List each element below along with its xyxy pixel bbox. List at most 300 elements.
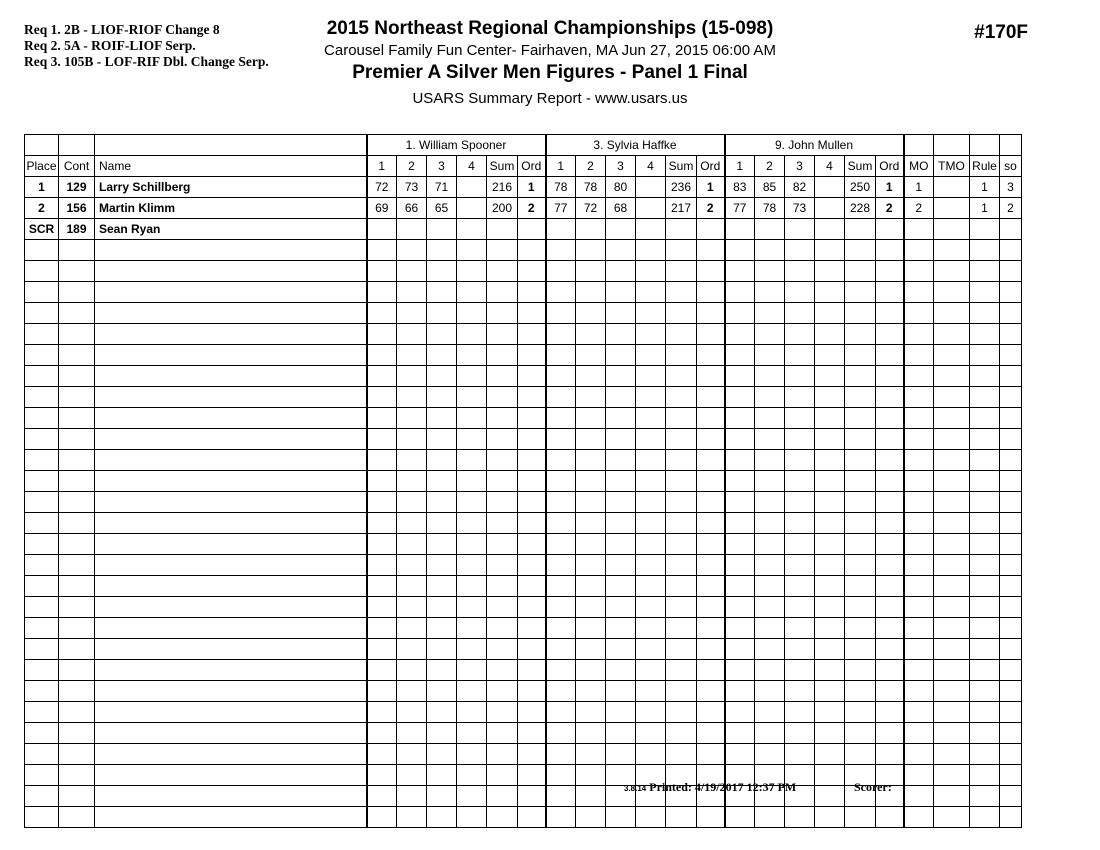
cell-j1-ord bbox=[518, 324, 546, 345]
cell-j3-fig1 bbox=[725, 450, 755, 471]
cell-j3-fig2 bbox=[755, 744, 785, 765]
cell-j1-ord bbox=[518, 681, 546, 702]
cell-j3-fig2 bbox=[755, 492, 785, 513]
cell-j2-fig3 bbox=[606, 660, 636, 681]
cell-rule bbox=[970, 744, 1000, 765]
cell-so bbox=[1000, 366, 1022, 387]
cell-j1-fig3 bbox=[427, 765, 457, 786]
cell-place: 1 bbox=[25, 177, 59, 198]
cell-cont bbox=[59, 450, 95, 471]
cell-j2-fig4 bbox=[636, 471, 666, 492]
cell-j3-sum bbox=[845, 219, 876, 240]
cell-j1-fig1 bbox=[367, 807, 397, 828]
cell-j1-sum bbox=[487, 345, 518, 366]
cell-name bbox=[95, 492, 367, 513]
cell-rule bbox=[970, 261, 1000, 282]
cell-j3-fig2 bbox=[755, 471, 785, 492]
cell-j1-fig3 bbox=[427, 786, 457, 807]
cell-j2-fig1 bbox=[546, 534, 576, 555]
table-row-blank bbox=[25, 555, 1022, 576]
cell-place bbox=[25, 429, 59, 450]
cell-j1-fig3 bbox=[427, 639, 457, 660]
cell-rule bbox=[970, 387, 1000, 408]
cell-cont bbox=[59, 681, 95, 702]
cell-so bbox=[1000, 786, 1022, 807]
cell-place bbox=[25, 807, 59, 828]
cell-j2-fig3 bbox=[606, 345, 636, 366]
cell-so bbox=[1000, 345, 1022, 366]
cell-j1-ord bbox=[518, 723, 546, 744]
cell-cont bbox=[59, 534, 95, 555]
cell-j2-ord bbox=[697, 408, 725, 429]
cell-j1-fig3 bbox=[427, 324, 457, 345]
cell-j2-fig2 bbox=[576, 471, 606, 492]
cell-tmo bbox=[934, 240, 970, 261]
cell-j1-ord bbox=[518, 303, 546, 324]
cell-rule bbox=[970, 219, 1000, 240]
cell-j1-fig4 bbox=[457, 765, 487, 786]
cell-j3-ord bbox=[876, 450, 904, 471]
cell-tmo bbox=[934, 303, 970, 324]
cell-so bbox=[1000, 303, 1022, 324]
cell-j1-fig1 bbox=[367, 261, 397, 282]
table-row-blank bbox=[25, 387, 1022, 408]
cell-rule bbox=[970, 534, 1000, 555]
table-row-blank bbox=[25, 618, 1022, 639]
cell-mo bbox=[904, 471, 934, 492]
cell-j2-fig2 bbox=[576, 429, 606, 450]
cell-j2-sum bbox=[666, 576, 697, 597]
header-place: Place bbox=[25, 156, 59, 177]
cell-j2-fig4 bbox=[636, 597, 666, 618]
table-row-blank bbox=[25, 492, 1022, 513]
cell-rule bbox=[970, 492, 1000, 513]
table-row-blank bbox=[25, 324, 1022, 345]
cell-name bbox=[95, 723, 367, 744]
table-row bbox=[25, 198, 1022, 219]
cell-j2-fig3 bbox=[606, 219, 636, 240]
cell-j1-fig3 bbox=[427, 240, 457, 261]
printed-block bbox=[624, 780, 796, 795]
cell-place bbox=[25, 744, 59, 765]
cell-name bbox=[95, 429, 367, 450]
cell-j1-fig2: 66 bbox=[397, 198, 427, 219]
cell-j2-fig3 bbox=[606, 366, 636, 387]
cell-tmo bbox=[934, 513, 970, 534]
cell-j1-fig4 bbox=[457, 492, 487, 513]
cell-j3-fig4 bbox=[815, 408, 845, 429]
cell-name: Sean Ryan bbox=[95, 219, 367, 240]
cell-j2-ord bbox=[697, 513, 725, 534]
cell-j2-fig4 bbox=[636, 345, 666, 366]
cell-j2-ord bbox=[697, 240, 725, 261]
cell-j2-sum bbox=[666, 240, 697, 261]
cell-j1-sum bbox=[487, 282, 518, 303]
cell-j1-fig3 bbox=[427, 534, 457, 555]
cell-name bbox=[95, 786, 367, 807]
cell-j2-sum bbox=[666, 408, 697, 429]
cell-j3-fig2 bbox=[755, 303, 785, 324]
cell-j1-fig1 bbox=[367, 408, 397, 429]
cell-j3-fig3 bbox=[785, 471, 815, 492]
cell-j3-ord bbox=[876, 702, 904, 723]
cell-j2-sum bbox=[666, 429, 697, 450]
cell-j2-fig3 bbox=[606, 240, 636, 261]
table-row-blank bbox=[25, 240, 1022, 261]
cell-mo bbox=[904, 240, 934, 261]
cell-j1-sum: 200 bbox=[487, 198, 518, 219]
cell-tmo bbox=[934, 261, 970, 282]
cell-j1-fig2 bbox=[397, 240, 427, 261]
table-row-blank bbox=[25, 471, 1022, 492]
event-title: 2015 Northeast Regional Championships (15-098) bbox=[326, 18, 774, 39]
cell-j2-fig3 bbox=[606, 492, 636, 513]
cell-j2-fig2 bbox=[576, 450, 606, 471]
cell-j3-sum bbox=[845, 324, 876, 345]
cell-tmo bbox=[934, 282, 970, 303]
cell-name bbox=[95, 576, 367, 597]
cell-j2-fig2 bbox=[576, 387, 606, 408]
cell-j3-ord bbox=[876, 681, 904, 702]
cell-so bbox=[1000, 450, 1022, 471]
cell-j3-fig4 bbox=[815, 429, 845, 450]
cell-j2-fig2 bbox=[576, 303, 606, 324]
cell-j2-fig4 bbox=[636, 366, 666, 387]
cell-mo bbox=[904, 597, 934, 618]
cell-rule bbox=[970, 807, 1000, 828]
cell-j1-fig3 bbox=[427, 471, 457, 492]
cell-j1-fig2 bbox=[397, 282, 427, 303]
cell-j2-fig3 bbox=[606, 576, 636, 597]
cell-so: 3 bbox=[1000, 177, 1022, 198]
cell-j1-fig4 bbox=[457, 618, 487, 639]
cell-j1-sum bbox=[487, 366, 518, 387]
cell-j3-fig1 bbox=[725, 324, 755, 345]
cell-tmo bbox=[934, 702, 970, 723]
header-tmo: TMO bbox=[934, 156, 970, 177]
cell-j3-fig3 bbox=[785, 303, 815, 324]
cell-j2-ord bbox=[697, 639, 725, 660]
cell-j1-ord bbox=[518, 429, 546, 450]
cell-j1-fig3 bbox=[427, 492, 457, 513]
cell-j1-fig3 bbox=[427, 513, 457, 534]
header-j2-ord: Ord bbox=[697, 156, 725, 177]
cell-j3-fig4 bbox=[815, 618, 845, 639]
cell-j3-fig2 bbox=[755, 723, 785, 744]
cell-j3-fig3 bbox=[785, 408, 815, 429]
header-j1-fig3: 3 bbox=[427, 156, 457, 177]
cell-j2-fig4 bbox=[636, 324, 666, 345]
cell-j3-fig1 bbox=[725, 618, 755, 639]
cell-j1-sum bbox=[487, 765, 518, 786]
cell-j3-sum bbox=[845, 702, 876, 723]
cell-j1-fig2 bbox=[397, 534, 427, 555]
header-j2-fig2: 2 bbox=[576, 156, 606, 177]
cell-place: SCR bbox=[25, 219, 59, 240]
cell-j3-fig2: 78 bbox=[755, 198, 785, 219]
cell-place bbox=[25, 282, 59, 303]
cell-j3-fig1 bbox=[725, 702, 755, 723]
table-row-blank bbox=[25, 282, 1022, 303]
cell-j3-fig1 bbox=[725, 387, 755, 408]
cell-j1-fig2 bbox=[397, 429, 427, 450]
cell-j1-ord bbox=[518, 219, 546, 240]
cell-j2-fig4 bbox=[636, 219, 666, 240]
cell-j3-sum bbox=[845, 240, 876, 261]
cell-so bbox=[1000, 744, 1022, 765]
cell-j2-fig3 bbox=[606, 303, 636, 324]
cell-j2-fig1 bbox=[546, 786, 576, 807]
cell-so bbox=[1000, 807, 1022, 828]
cell-rule bbox=[970, 366, 1000, 387]
cell-j2-fig3 bbox=[606, 429, 636, 450]
cell-j1-fig4 bbox=[457, 744, 487, 765]
cell-j3-fig3 bbox=[785, 534, 815, 555]
cell-j3-sum bbox=[845, 282, 876, 303]
cell-j1-sum: 216 bbox=[487, 177, 518, 198]
header-j1-fig1: 1 bbox=[367, 156, 397, 177]
cell-j1-sum bbox=[487, 702, 518, 723]
cell-place bbox=[25, 366, 59, 387]
cell-j2-sum bbox=[666, 282, 697, 303]
cell-j3-fig1 bbox=[725, 744, 755, 765]
cell-rule bbox=[970, 681, 1000, 702]
cell-j2-fig1 bbox=[546, 450, 576, 471]
cell-j2-fig4 bbox=[636, 807, 666, 828]
cell-j1-fig4 bbox=[457, 177, 487, 198]
cell-cont bbox=[59, 471, 95, 492]
category-title: Premier A Silver Men Figures - Panel 1 Final bbox=[352, 62, 748, 83]
cell-name bbox=[95, 366, 367, 387]
cell-j2-fig1 bbox=[546, 702, 576, 723]
cell-j2-fig1 bbox=[546, 555, 576, 576]
cell-j2-fig4 bbox=[636, 618, 666, 639]
cell-j2-fig2 bbox=[576, 807, 606, 828]
cell-cont bbox=[59, 555, 95, 576]
cell-j1-fig2 bbox=[397, 576, 427, 597]
cell-j2-fig2 bbox=[576, 345, 606, 366]
cell-so bbox=[1000, 639, 1022, 660]
cell-j3-fig2 bbox=[755, 513, 785, 534]
cell-j2-fig4 bbox=[636, 660, 666, 681]
cell-j2-fig1 bbox=[546, 492, 576, 513]
cell-place bbox=[25, 387, 59, 408]
cell-j1-ord bbox=[518, 807, 546, 828]
cell-name bbox=[95, 681, 367, 702]
cell-j3-fig1 bbox=[725, 660, 755, 681]
cell-j1-fig2 bbox=[397, 345, 427, 366]
cell-place bbox=[25, 576, 59, 597]
cell-j2-sum bbox=[666, 723, 697, 744]
cell-j2-fig3 bbox=[606, 618, 636, 639]
cell-j3-fig3 bbox=[785, 387, 815, 408]
cell-j2-sum bbox=[666, 492, 697, 513]
table-row-blank bbox=[25, 513, 1022, 534]
cell-j1-fig1 bbox=[367, 681, 397, 702]
cell-j2-fig2 bbox=[576, 744, 606, 765]
cell-name bbox=[95, 639, 367, 660]
cell-name: Larry Schillberg bbox=[95, 177, 367, 198]
cell-j3-fig1 bbox=[725, 597, 755, 618]
cell-j2-fig3 bbox=[606, 282, 636, 303]
cell-j2-fig2 bbox=[576, 660, 606, 681]
cell-cont: 189 bbox=[59, 219, 95, 240]
cell-j3-fig2 bbox=[755, 807, 785, 828]
cell-j1-fig2 bbox=[397, 219, 427, 240]
cell-rule bbox=[970, 345, 1000, 366]
cell-j1-fig1 bbox=[367, 513, 397, 534]
cell-j3-ord bbox=[876, 597, 904, 618]
cell-j1-sum bbox=[487, 408, 518, 429]
cell-cont bbox=[59, 408, 95, 429]
cell-j2-sum bbox=[666, 534, 697, 555]
cell-tmo bbox=[934, 534, 970, 555]
cell-mo bbox=[904, 450, 934, 471]
cell-j2-fig3 bbox=[606, 450, 636, 471]
table-row-blank bbox=[25, 597, 1022, 618]
cell-j1-ord: 1 bbox=[518, 177, 546, 198]
cell-j3-fig4 bbox=[815, 219, 845, 240]
cell-name bbox=[95, 324, 367, 345]
cell-j2-fig3 bbox=[606, 324, 636, 345]
cell-cont bbox=[59, 240, 95, 261]
cell-j1-sum bbox=[487, 681, 518, 702]
cell-j1-ord bbox=[518, 387, 546, 408]
cell-j2-ord bbox=[697, 219, 725, 240]
cell-j1-sum bbox=[487, 429, 518, 450]
cell-so bbox=[1000, 765, 1022, 786]
cell-place bbox=[25, 492, 59, 513]
header-j1-fig2: 2 bbox=[397, 156, 427, 177]
cell-j2-ord bbox=[697, 597, 725, 618]
cell-j1-fig1 bbox=[367, 429, 397, 450]
cell-rule bbox=[970, 660, 1000, 681]
cell-j2-fig2 bbox=[576, 618, 606, 639]
table-row-blank bbox=[25, 429, 1022, 450]
cell-j2-ord bbox=[697, 555, 725, 576]
cell-j3-fig1 bbox=[725, 555, 755, 576]
cell-name bbox=[95, 471, 367, 492]
table-row-blank bbox=[25, 534, 1022, 555]
table-row-blank bbox=[25, 576, 1022, 597]
cell-j1-fig3 bbox=[427, 345, 457, 366]
cell-j1-fig2 bbox=[397, 618, 427, 639]
cell-tmo bbox=[934, 744, 970, 765]
cell-so bbox=[1000, 681, 1022, 702]
cell-place bbox=[25, 324, 59, 345]
cell-j3-fig3 bbox=[785, 723, 815, 744]
cell-j1-fig2 bbox=[397, 471, 427, 492]
cell-name bbox=[95, 807, 367, 828]
cell-j3-sum bbox=[845, 597, 876, 618]
cell-cont bbox=[59, 492, 95, 513]
cell-j2-sum bbox=[666, 807, 697, 828]
cell-j1-fig1 bbox=[367, 597, 397, 618]
cell-j3-fig4 bbox=[815, 702, 845, 723]
banner-spacer-cont bbox=[59, 135, 95, 156]
cell-so bbox=[1000, 387, 1022, 408]
judge-2-label: 3. Sylvia Haffke bbox=[546, 135, 725, 156]
cell-j1-sum bbox=[487, 387, 518, 408]
cell-j1-sum bbox=[487, 639, 518, 660]
cell-j2-fig3 bbox=[606, 744, 636, 765]
cell-place bbox=[25, 513, 59, 534]
table-row-blank bbox=[25, 681, 1022, 702]
cell-mo bbox=[904, 303, 934, 324]
cell-j3-fig3: 73 bbox=[785, 198, 815, 219]
cell-j2-ord bbox=[697, 324, 725, 345]
cell-j3-fig4 bbox=[815, 576, 845, 597]
cell-cont bbox=[59, 576, 95, 597]
cell-j2-sum bbox=[666, 555, 697, 576]
cell-j3-sum bbox=[845, 387, 876, 408]
cell-j1-fig1 bbox=[367, 576, 397, 597]
cell-so bbox=[1000, 534, 1022, 555]
cell-j1-fig2 bbox=[397, 597, 427, 618]
cell-rule: 1 bbox=[970, 198, 1000, 219]
cell-mo bbox=[904, 408, 934, 429]
cell-j2-fig1 bbox=[546, 219, 576, 240]
cell-cont bbox=[59, 807, 95, 828]
cell-j2-fig4 bbox=[636, 681, 666, 702]
cell-j2-fig1 bbox=[546, 618, 576, 639]
cell-so bbox=[1000, 429, 1022, 450]
cell-place bbox=[25, 765, 59, 786]
cell-j3-sum bbox=[845, 408, 876, 429]
venue-date-line: Carousel Family Fun Center- Fairhaven, MA Jun 27, 2015 06:00 AM bbox=[324, 42, 776, 59]
cell-j3-fig4 bbox=[815, 324, 845, 345]
cell-j1-ord bbox=[518, 450, 546, 471]
cell-j2-fig2 bbox=[576, 366, 606, 387]
cell-cont: 156 bbox=[59, 198, 95, 219]
cell-j2-ord: 1 bbox=[697, 177, 725, 198]
cell-j1-sum bbox=[487, 555, 518, 576]
cell-j2-fig1 bbox=[546, 282, 576, 303]
cell-name bbox=[95, 345, 367, 366]
cell-j1-fig4 bbox=[457, 198, 487, 219]
cell-j2-fig4 bbox=[636, 534, 666, 555]
cell-j1-fig1 bbox=[367, 471, 397, 492]
cell-j2-fig1 bbox=[546, 597, 576, 618]
cell-j2-fig3 bbox=[606, 261, 636, 282]
header-j3-ord: Ord bbox=[876, 156, 904, 177]
cell-j1-fig2 bbox=[397, 744, 427, 765]
cell-tmo bbox=[934, 366, 970, 387]
printed-timestamp: Printed: 4/19/2017 12:37 PM bbox=[649, 780, 797, 794]
cell-j2-fig3 bbox=[606, 555, 636, 576]
cell-cont bbox=[59, 282, 95, 303]
cell-mo bbox=[904, 786, 934, 807]
cell-j3-fig3 bbox=[785, 639, 815, 660]
cell-j2-sum: 217 bbox=[666, 198, 697, 219]
cell-j2-ord bbox=[697, 660, 725, 681]
cell-rule bbox=[970, 639, 1000, 660]
cell-cont bbox=[59, 429, 95, 450]
cell-place: 2 bbox=[25, 198, 59, 219]
cell-j3-fig4 bbox=[815, 723, 845, 744]
cell-j2-ord bbox=[697, 261, 725, 282]
cell-cont bbox=[59, 597, 95, 618]
cell-j1-ord bbox=[518, 618, 546, 639]
cell-cont bbox=[59, 765, 95, 786]
cell-so bbox=[1000, 660, 1022, 681]
cell-j1-fig4 bbox=[457, 324, 487, 345]
cell-j1-fig2 bbox=[397, 408, 427, 429]
cell-j2-fig1 bbox=[546, 303, 576, 324]
cell-rule bbox=[970, 765, 1000, 786]
cell-rule bbox=[970, 618, 1000, 639]
banner-spacer-tmo bbox=[934, 135, 970, 156]
